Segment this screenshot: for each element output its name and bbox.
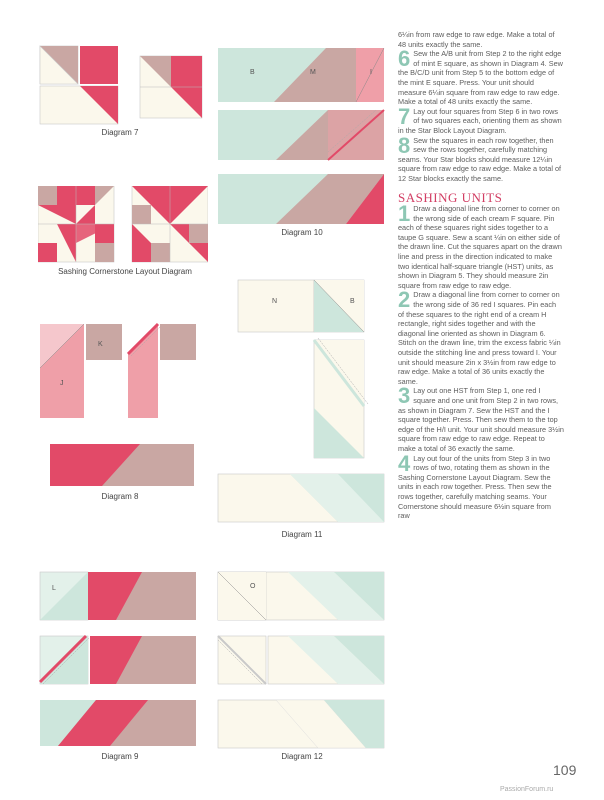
step-6 <box>398 46 564 107</box>
page-number: 109 <box>553 762 577 778</box>
step-8 <box>398 132 564 184</box>
diagram-7 <box>36 42 206 128</box>
diagram-11 <box>216 278 388 528</box>
intro-paragraph: 6¼in from raw edge to raw edge. Make a total of 48 units exactly the same. <box>398 30 555 49</box>
diagram-7-caption: Diagram 7 <box>101 128 139 137</box>
diagram-10 <box>216 44 388 228</box>
step-text: Lay out one HST from Step 1, one red I square and one unit from Step 2 in two rows, as shown in Diagram 7. Sew the HST and the I square together. Press. Then sew them to the top edge of the H/I unit. Your unit should measure 3½in square from raw edge to raw edge. Repeat to make a total of 36 exactly the same. <box>398 386 564 453</box>
label-b: B <box>250 69 255 76</box>
sashing-step-1 <box>398 201 564 290</box>
section-heading: SASHING UNITS <box>398 189 503 205</box>
label-m: M <box>310 69 316 76</box>
label-k: K <box>98 341 103 348</box>
diagram-8-caption: Diagram 8 <box>101 492 139 501</box>
step-number: 1 <box>398 201 411 227</box>
diagram-12-caption: Diagram 12 <box>281 752 323 761</box>
step-number: 7 <box>398 103 411 129</box>
instructions-column <box>398 30 564 521</box>
footer-watermark: PassionForum.ru <box>500 786 554 793</box>
sashing-step-4 <box>398 450 564 521</box>
step-text: Sew the squares in each row together, then sew the rows together, carefully matching seams. Your Star blocks should measure 12¼in square from raw edge to raw edge. Make a total of 12 Star blocks exactly the same. <box>398 135 562 183</box>
label-i: I <box>370 69 372 76</box>
label-n: N <box>272 298 278 305</box>
diagram-12 <box>216 570 388 754</box>
label-j: J <box>60 380 64 387</box>
label-b2: B <box>350 298 355 305</box>
step-number: 4 <box>398 450 411 476</box>
step-text: Sew the A/B unit from Step 2 to the right edge of mint E square, as shown in Diagram 4. Sew the B/C/D unit from Step 5 to the bottom edge of the mint E square. Press. Your unit should measure 6¼in square from raw edge to raw edge. Make a total of 48 units exactly the same. <box>398 49 563 107</box>
diagram-9 <box>38 570 202 750</box>
step-text: Lay out four squares from Step 6 in two rows of two squares each, orienting them as shown in the Star Block Layout Diagram. <box>398 106 562 135</box>
sashing-cornerstone-layout <box>38 186 208 264</box>
step-text: Draw a diagonal line from corner to corner on the wrong side of 36 red I squares. Pin each of these squares to the right end of a cream H rectangle, right sides together and with the diagonal line oriented as shown in Diagram 6. Stitch on the drawn line, trim the excess fabric ¼in outside the stitching line and press toward I. Your unit should measure 2in x 3½in from raw edge to raw edge. Make a total of 36 units exactly the same. <box>398 290 561 386</box>
diagram-11-caption: Diagram 11 <box>281 530 323 539</box>
step-number: 8 <box>398 132 411 158</box>
step-text: Lay out four of the units from Step 3 in two rows of two, rotating them as shown in the Sashing Cornerstone Layout Diagram. Sew the units in each row together. Press. Then sew the rows together, carefully matching seams. Your Cornerstone should measure 6½in square from raw <box>398 453 552 521</box>
step-7 <box>398 103 564 136</box>
diagram-9-caption: Diagram 9 <box>101 752 139 761</box>
step-number: 6 <box>398 46 411 72</box>
sashing-step-2 <box>398 287 564 386</box>
label-l: L <box>52 585 56 592</box>
sashing-layout-caption: Sashing Cornerstone Layout Diagram <box>58 267 192 276</box>
label-o: O <box>250 583 256 590</box>
step-number: 3 <box>398 383 411 409</box>
step-text: Draw a diagonal line from corner to corner on the wrong side of each cream F square. Pin each of these squares right sides together to a taupe G square. Sew a scant ¼in on either side of the drawn line. Cut the squares apart on the drawn line and press in the direction indicated to make two identical half-square triangle (HST) units, as shown in Diagram 5. They should measure 2in square from raw edge to raw edge. <box>398 204 562 290</box>
step-number: 2 <box>398 287 411 313</box>
diagram-8 <box>38 320 200 488</box>
sashing-step-3 <box>398 383 564 453</box>
diagram-10-caption: Diagram 10 <box>281 228 323 237</box>
